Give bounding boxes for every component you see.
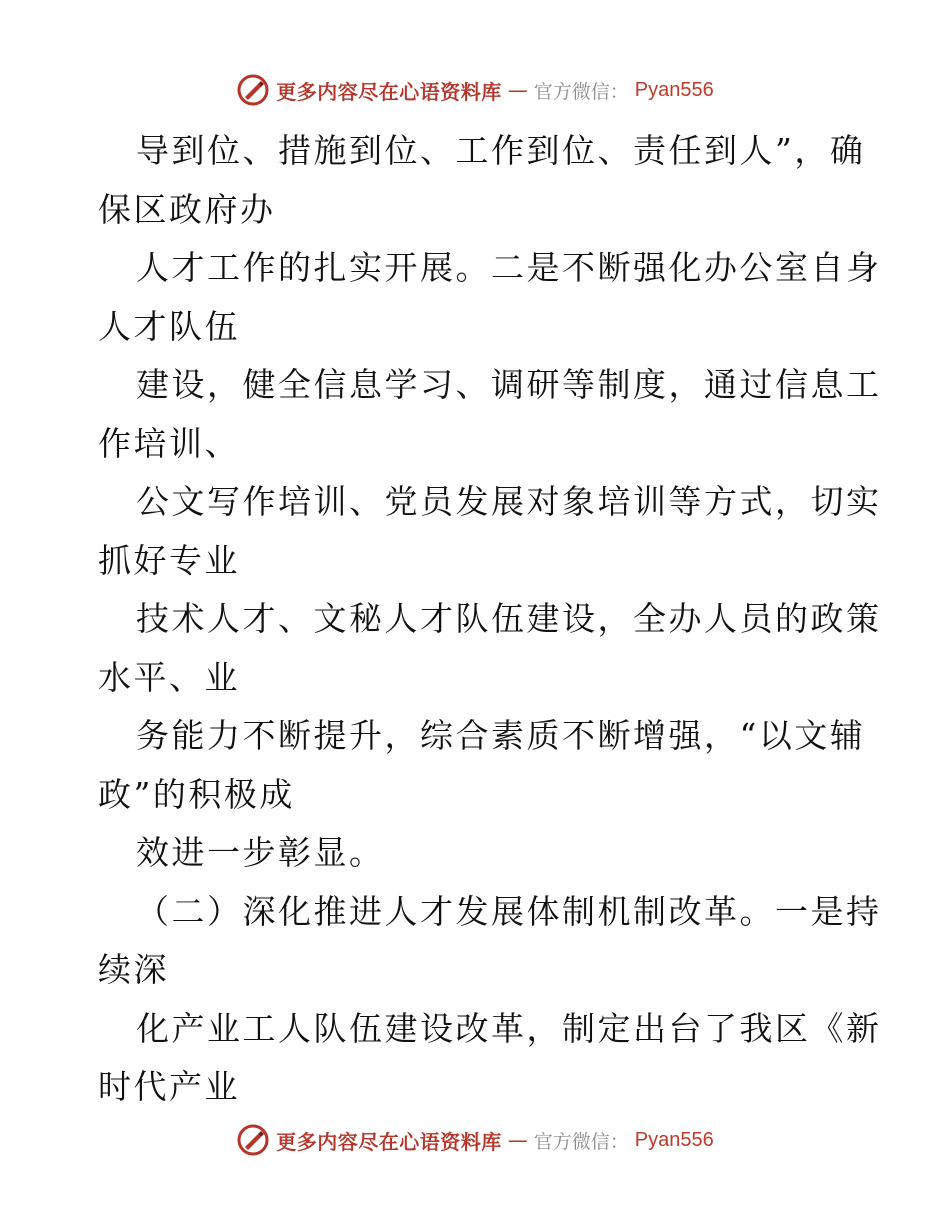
text-line: 政”的积极成 <box>98 774 295 814</box>
pen-circle-logo-icon <box>236 73 270 107</box>
text-line: 人才工作的扎实开展。二是不断强化办公室自身 <box>136 248 882 287</box>
text-line: 技术人才、文秘人才队伍建设，全办人员的政策 <box>136 599 882 638</box>
watermark-wechat-id: Pyan556 <box>634 78 714 101</box>
watermark-separator: — <box>507 1128 528 1152</box>
watermark-wechat-id: Pyan556 <box>634 1128 714 1151</box>
watermark-label: 官方微信： <box>533 1130 629 1153</box>
watermark-text: 更多内容尽在心语资料库 <box>276 79 502 104</box>
text-line: 时代产业 <box>98 1067 240 1106</box>
text-line: 抓好专业 <box>98 540 240 580</box>
text-line: 保区政府办 <box>98 189 276 229</box>
text-line: 效进一步彰显。 <box>136 833 385 872</box>
text-line: 作培训、 <box>98 423 240 463</box>
footer-watermark <box>0 1120 950 1160</box>
text-line: 建设，健全信息学习、调研等制度，通过信息工 <box>136 365 882 404</box>
text-line: 续深 <box>98 950 169 989</box>
header-watermark <box>0 70 950 110</box>
pen-circle-logo-icon <box>236 1123 270 1157</box>
watermark-text: 更多内容尽在心语资料库 <box>276 1129 502 1154</box>
document-body <box>98 122 882 1117</box>
text-line: 公文写作培训、党员发展对象培训等方式，切实 <box>136 482 882 521</box>
text-line: 水平、业 <box>98 657 240 697</box>
text-line: 化产业工人队伍建设改革，制定出台了我区《新 <box>136 1008 882 1048</box>
text-line: （二）深化推进人才发展体制机制改革。一是持 <box>136 891 882 931</box>
watermark-separator: — <box>507 78 528 102</box>
text-line: 导到位、措施到位、工作到位、责任到人”，确 <box>136 131 866 170</box>
text-line: 务能力不断提升，综合素质不断增强，“以文辅 <box>136 716 866 755</box>
text-line: 人才队伍 <box>98 306 240 346</box>
watermark-label: 官方微信： <box>533 80 629 103</box>
